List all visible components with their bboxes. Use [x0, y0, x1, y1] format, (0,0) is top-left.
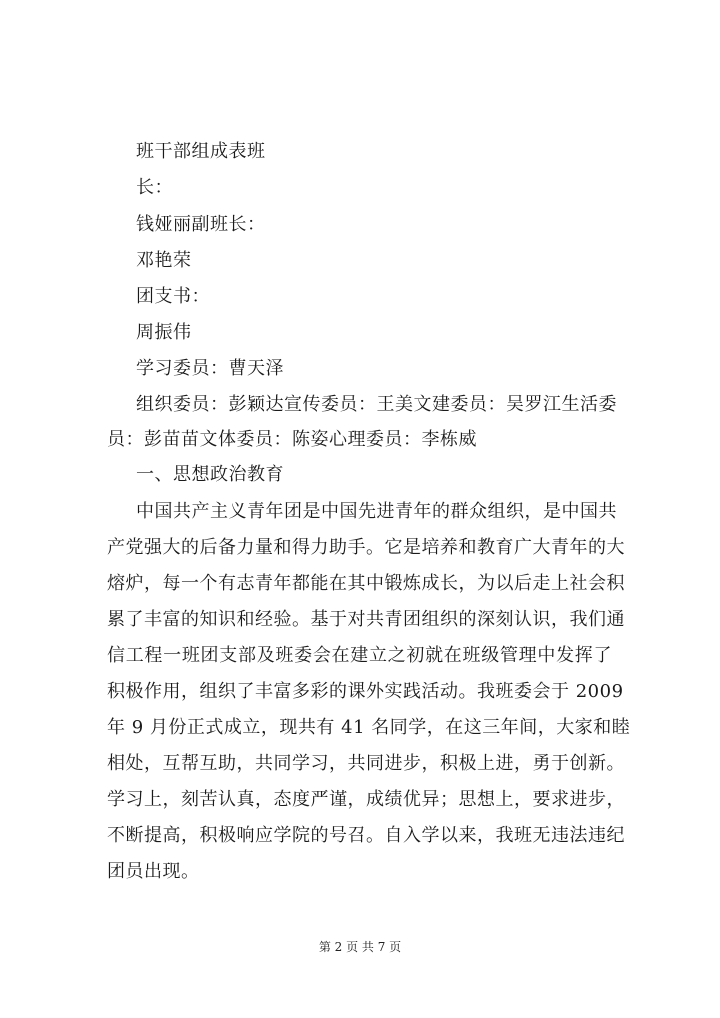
- text-line: 团支书：: [136, 286, 210, 307]
- text-line: 班干部组成表班: [136, 141, 266, 162]
- text-line: 熔炉，每一个有志青年都能在其中锻炼成长，为以后走上社会积: [107, 573, 625, 594]
- text-line: 钱娅丽副班长：: [136, 214, 266, 235]
- text-line: 不断提高，积极响应学院的号召。自入学以来，我班无违法违纪: [107, 825, 625, 846]
- text-line: 邓艳荣: [136, 250, 192, 271]
- text-line: 产党强大的后备力量和得力助手。它是培养和教育广大青年的大: [107, 537, 625, 558]
- text-line: 长：: [136, 177, 173, 198]
- text-line: 团员出现。: [107, 861, 200, 882]
- text-line: 相处，互帮互助，共同学习，共同进步，积极上进，勇于创新。: [107, 753, 625, 774]
- text-line: 周振伟: [136, 322, 192, 343]
- text-line: 年 9 月份正式成立，现共有 41 名同学，在这三年间，大家和睦: [107, 717, 631, 738]
- text-line: 积极作用，组织了丰富多彩的课外实践活动。我班委会于 2009: [107, 681, 624, 702]
- text-line: 学习上，刻苦认真，态度严谨，成绩优异；思想上，要求进步，: [107, 789, 625, 810]
- text-line: 组织委员：彭颖达宣传委员：王美文建委员：吴罗江生活委: [136, 394, 617, 415]
- section-heading: 一、思想政治教育: [136, 464, 284, 485]
- text-line: 累了丰富的知识和经验。基于对共青团组织的深刻认识，我们通: [107, 609, 625, 630]
- text-line: 学习委员：曹天泽: [136, 358, 284, 379]
- text-line: 信工程一班团支部及班委会在建立之初就在班级管理中发挥了: [107, 645, 612, 666]
- text-line: 员：彭苗苗文体委员：陈姿心理委员：李栋威: [107, 429, 477, 450]
- page-footer: 第 2 页 共 7 页: [318, 940, 402, 954]
- text-line: 中国共产主义青年团是中国先进青年的群众组织，是中国共: [136, 501, 617, 522]
